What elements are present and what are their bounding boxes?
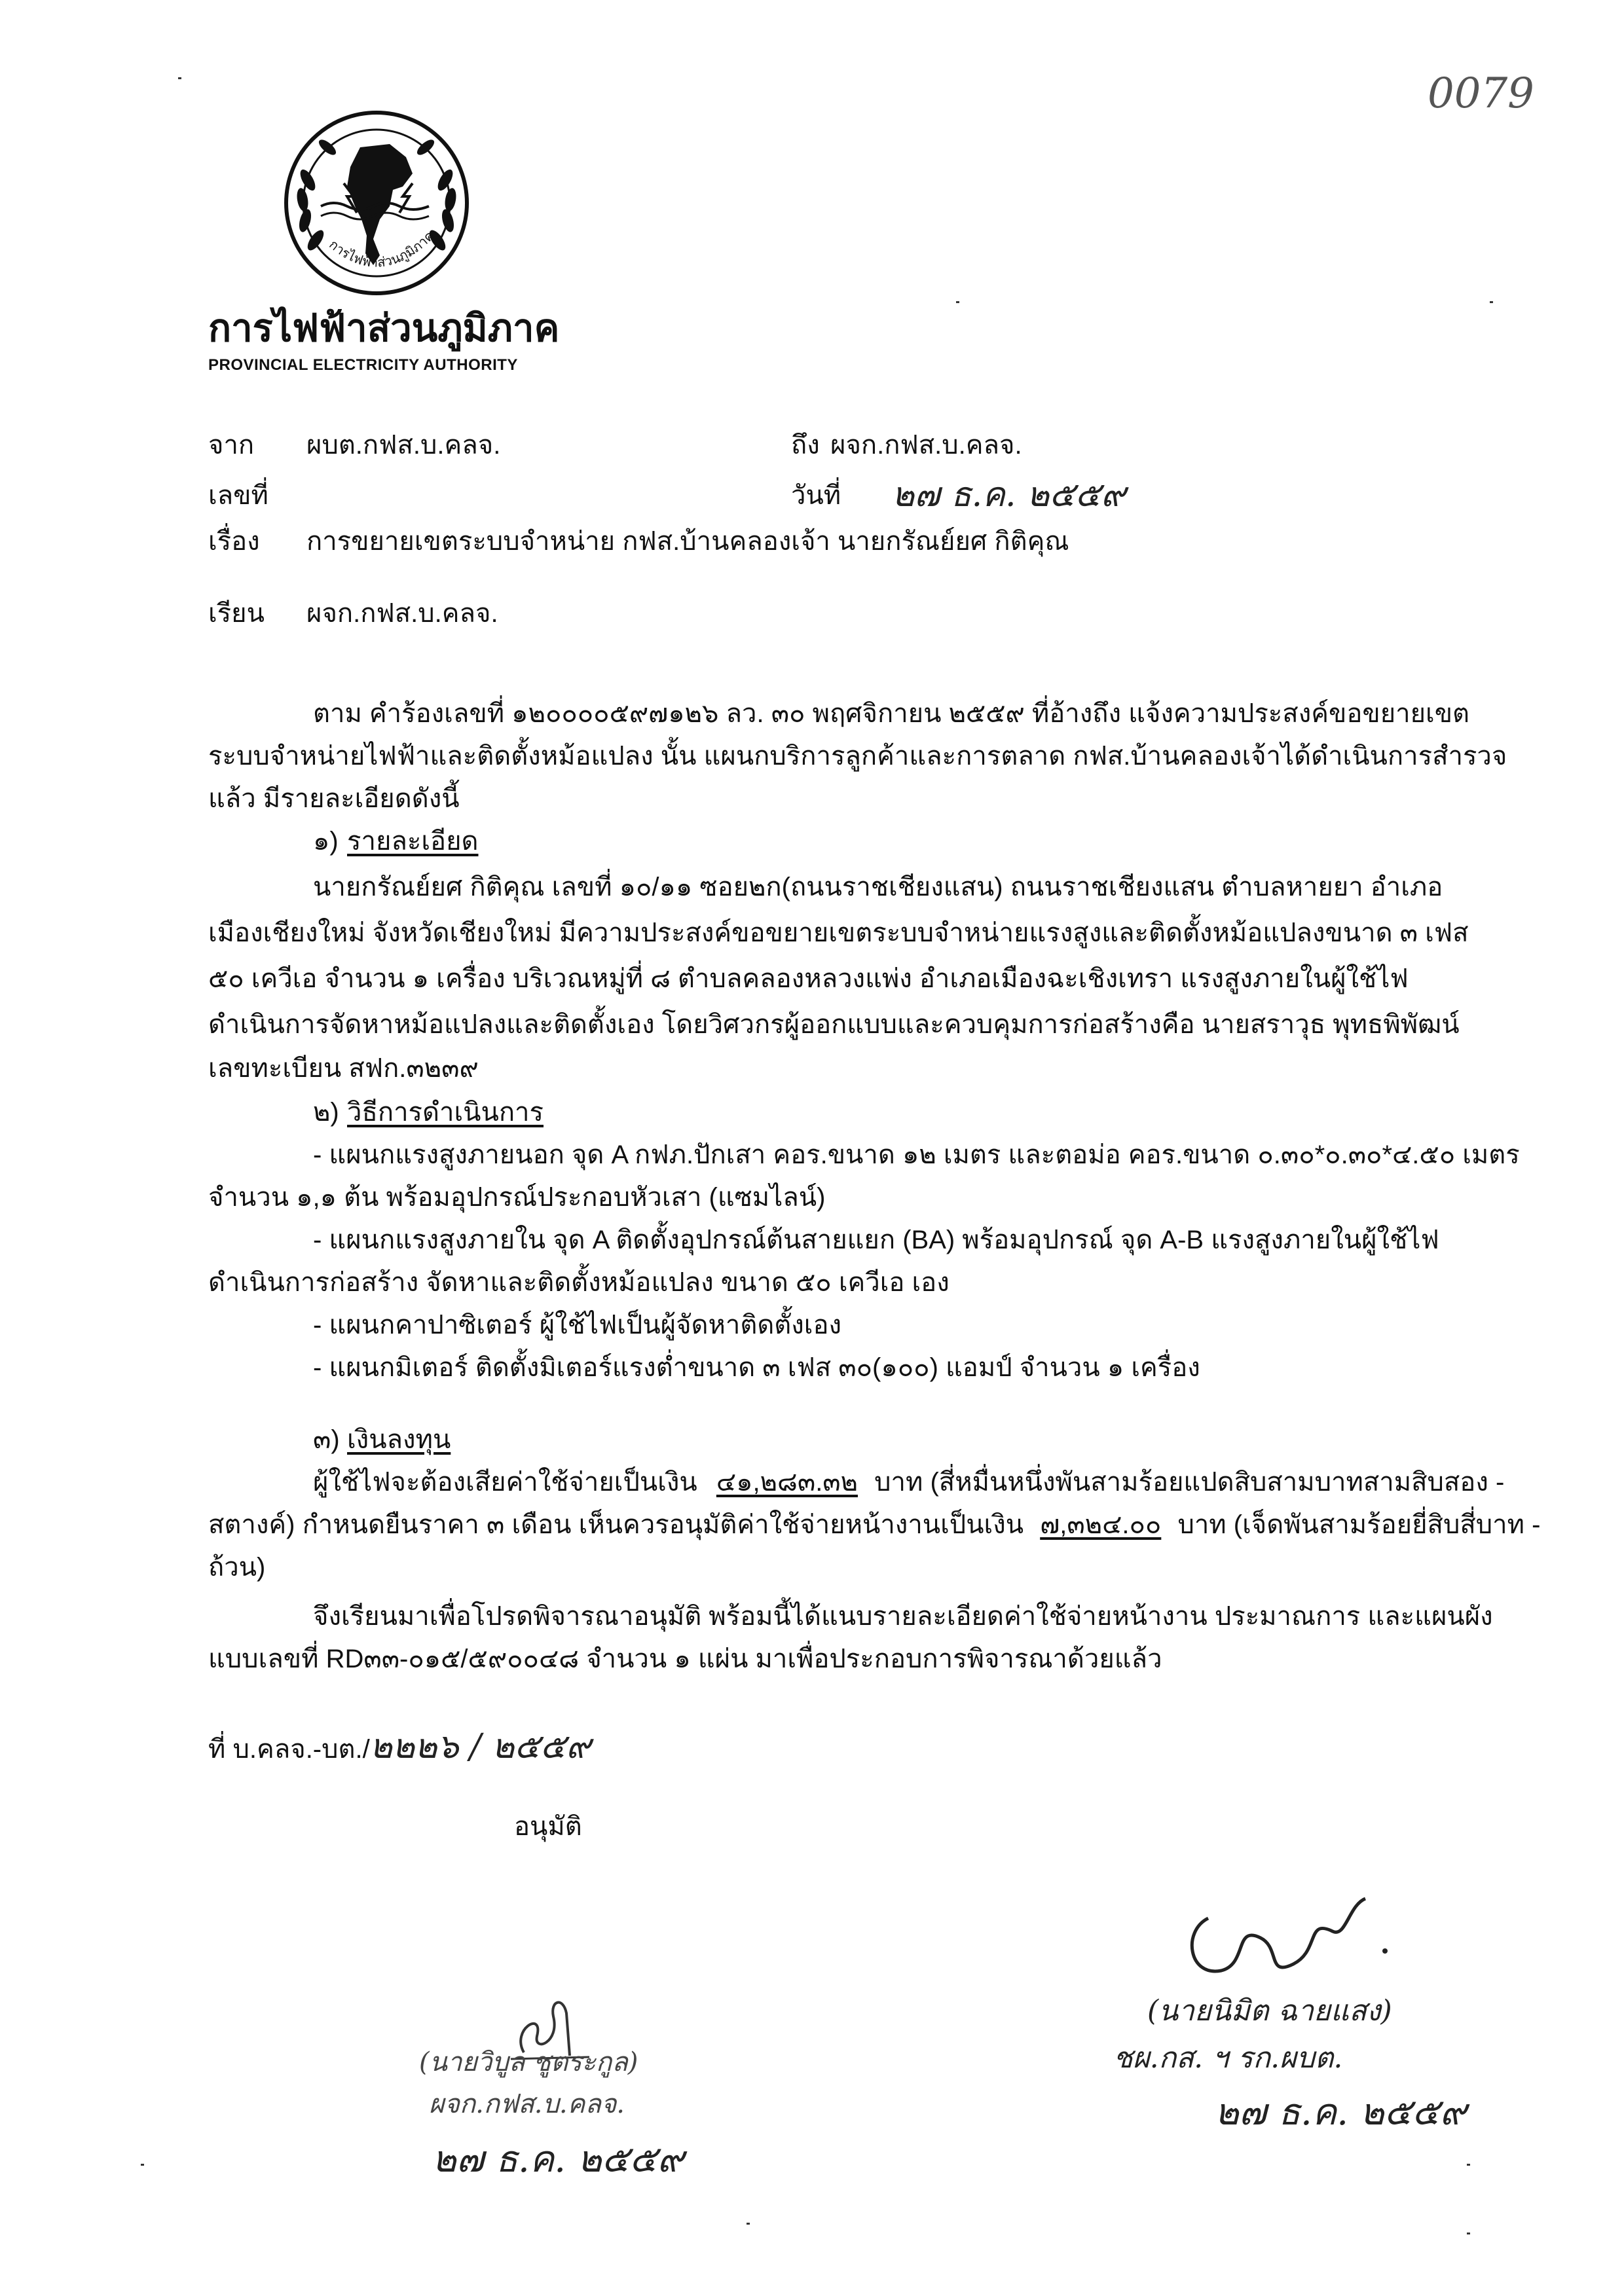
section2-line: - แผนกแรงสูงภายนอก จุด A กฟภ.ปักเสา คอร.ขนาด ๑๒ เมตร และตอม่อ คอร.ขนาด ๐.๓๐*๐.๓๐*๔.๕๐ เมตร (313, 1140, 1520, 1169)
scan-mark (1490, 301, 1493, 303)
attention-value: ผจก.กฟส.บ.คลจ. (306, 599, 498, 628)
scan-mark (178, 77, 181, 79)
to-label: ถึง (791, 431, 820, 460)
section3-line-1-text: ผู้ใช้ไฟจะต้องเสียค่าใช้จ่ายเป็นเงิน (313, 1468, 697, 1497)
org-name-th: การไฟฟ้าส่วนภูมิภาค (208, 307, 560, 350)
section3-line-2-text: สตางค์) กำหนดยืนราคา ๓ เดือน เห็นควรอนุมัติค่าใช้จ่ายหน้างานเป็นเงิน (208, 1510, 1024, 1539)
investment-amount: ๔๑,๒๘๓.๓๒ (716, 1468, 858, 1497)
section1-line: ๕๐ เควีเอ จำนวน ๑ เครื่อง บริเวณหมู่ที่ ๘ ตำบลคลองหลวงแพ่ง อำเภอเมืองฉะเชิงเทรา แรงสูงภายในผู้ใช้ไฟ (208, 964, 1409, 993)
right-signer-date: ๒๗ ธ.ค. ๒๕๕๙ (1215, 2091, 1467, 2134)
to-value: ผจก.กฟส.บ.คลจ. (830, 431, 1022, 460)
section2-line: - แผนกแรงสูงภายใน จุด A ติดตั้งอุปกรณ์ต้นสายแยก (BA) พร้อมอุปกรณ์ จุด A-B แรงสูงภายในผู้ใช้ไฟ (313, 1226, 1439, 1254)
section3-number: ๓) (313, 1425, 340, 1454)
org-name-en: PROVINCIAL ELECTRICITY AUTHORITY (208, 356, 518, 374)
section2-number: ๒) (313, 1098, 339, 1127)
handwritten-corner-number: 0079 (1428, 69, 1534, 118)
pea-emblem-icon (282, 108, 471, 298)
section3-line-3: ถ้วน) (208, 1553, 266, 1582)
reference-number (208, 1728, 591, 1766)
closing-line: แบบเลขที่ RD๓๓-๐๑๕/๕๙๐๐๔๘ จำนวน ๑ แผ่น มาเพื่อประกอบการพิจารณาด้วยแล้ว (208, 1645, 1162, 1673)
svg-text:การไฟฟ้าส่วนภูมิภาค (326, 228, 437, 270)
right-signature-mark (1169, 1892, 1405, 1990)
reference-handwritten: ๒๒๒๖ / ๒๕๕๙ (369, 1727, 591, 1766)
logo-text: การไฟฟ้าส่วนภูมิภาค (326, 227, 437, 270)
section1-line: เมืองเชียงใหม่ จังหวัดเชียงใหม่ มีความประสงค์ขอขยายเขตระบบจำหน่ายแรงสูงและติดตั้งหม้อแปลงขนาด ๓ เฟส (208, 919, 1469, 947)
left-signer-position: ผจก.กฟส.บ.คลจ. (429, 2089, 625, 2119)
scan-mark (141, 2164, 144, 2166)
section3-line-2 (208, 1510, 1540, 1539)
section3-line-1 (313, 1468, 1504, 1497)
section1-number: ๑) (313, 827, 339, 856)
section2-line: - แผนกคาปาซิเตอร์ ผู้ใช้ไฟเป็นผู้จัดหาติดตั้งเอง (313, 1311, 842, 1339)
section1-title: รายละเอียด (347, 827, 479, 856)
scan-mark (1467, 2232, 1470, 2234)
section2-line: จำนวน ๑,๑ ต้น พร้อมอุปกรณ์ประกอบหัวเสา (แซมไลน์) (208, 1183, 826, 1212)
section2-line: - แผนกมิเตอร์ ติดตั้งมิเตอร์แรงต่ำขนาด ๓ เฟส ๓๐(๑๐๐) แอมป์ จำนวน ๑ เครื่อง (313, 1353, 1200, 1382)
intro-line: ระบบจำหน่ายไฟฟ้าและติดตั้งหม้อแปลง นั้น แผนกบริการลูกค้าและการตลาด กฟส.บ้านคลองเจ้าได้ดำเนินการสำรวจ (208, 742, 1507, 771)
section2-line: ดำเนินการก่อสร้าง จัดหาและติดตั้งหม้อแปลง ขนาด ๕๐ เควีเอ เอง (208, 1268, 950, 1297)
section3-line-1-text-b: บาท (สี่หมื่นหนึ่งพันสามร้อยแปดสิบสามบาทสามสิบสอง - (874, 1468, 1505, 1497)
section1-line: ดำเนินการจัดหาหม้อแปลงและติดตั้งเอง โดยวิศวกรผู้ออกแบบและควบคุมการก่อสร้างคือ นายสราวุธ พุทธพิพัฒน์ (208, 1010, 1460, 1039)
right-signer-position: ชผ.กส. ฯ รก.ผบต. (1113, 2041, 1343, 2075)
attention-label: เรียน (208, 599, 265, 628)
subject-value: การขยายเขตระบบจำหน่าย กฟส.บ้านคลองเจ้า นายกรัณย์ยศ กิติคุณ (306, 527, 1069, 556)
closing-line: จึงเรียนมาเพื่อโปรดพิจารณาอนุมัติ พร้อมนี้ได้แนบรายละเอียดค่าใช้จ่ายหน้างาน ประมาณการ และแผนผัง (313, 1602, 1493, 1631)
intro-line: ตาม คำร้องเลขที่ ๑๒๐๐๐๐๕๙๗๑๒๖ ลว. ๓๐ พฤศจิกายน ๒๕๕๙ ที่อ้างถึง แจ้งความประสงค์ขอขยายเขต (313, 699, 1470, 728)
number-label: เลขที่ (208, 481, 268, 510)
scan-mark (1467, 2164, 1470, 2166)
section1-line: เลขทะเบียน สฟก.๓๒๓๙ (208, 1054, 479, 1083)
approve-label: อนุมัติ (514, 1812, 582, 1841)
date-value: ๒๗ ธ.ค. ๒๕๕๙ (892, 475, 1126, 515)
left-signer-name: (นายวิบูล ชูตระกูล) (419, 2047, 638, 2077)
left-signer-date: ๒๗ ธ.ค. ๒๕๕๙ (432, 2138, 684, 2181)
scan-mark (956, 301, 959, 303)
from-value: ผบต.กฟส.บ.คลจ. (306, 431, 501, 460)
scan-mark (747, 2223, 750, 2225)
from-label: จาก (208, 431, 255, 460)
field-cost-amount: ๗,๓๒๔.๐๐ (1040, 1510, 1162, 1539)
section1-line: นายกรัณย์ยศ กิติคุณ เลขที่ ๑๐/๑๑ ซอย๒ก(ถนนราชเชียงแสน) ถนนราชเชียงแสน ตำบลหายยา อำเภอ (313, 873, 1443, 902)
section3-title: เงินลงทุน (347, 1425, 451, 1454)
section3-line-2-text-b: บาท (เจ็ดพันสามร้อยยี่สิบสี่บาท - (1177, 1510, 1541, 1539)
reference-printed: ที่ บ.คลจ.-บต./ (208, 1735, 370, 1764)
date-label: วันที่ (791, 481, 841, 510)
subject-label: เรื่อง (208, 527, 260, 556)
section2-title: วิธีการดำเนินการ (347, 1098, 544, 1127)
intro-line: แล้ว มีรายละเอียดดังนี้ (208, 784, 460, 813)
right-signer-name: (นายนิมิต ฉายแสง) (1147, 1994, 1392, 2028)
